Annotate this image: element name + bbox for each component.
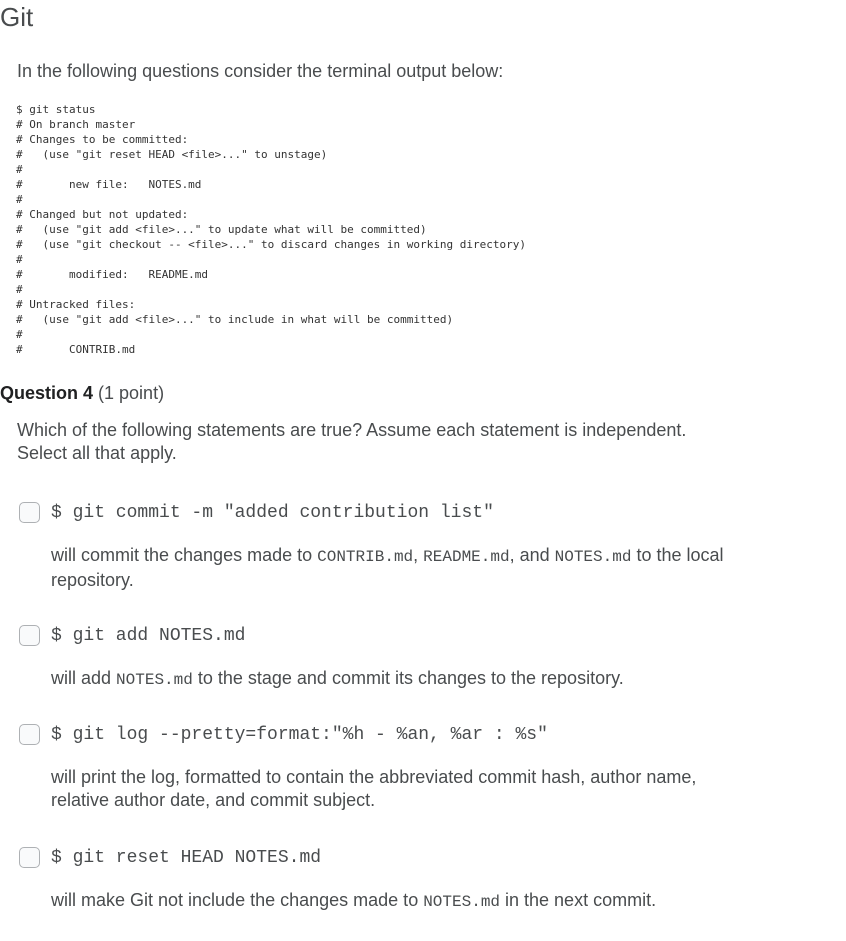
choice-3-command: $ git log --pretty=format:"%h - %an, %ar : %s"	[51, 725, 548, 745]
page-title: Git	[0, 2, 34, 32]
question-heading	[0, 381, 164, 405]
desc-text: will add	[51, 668, 117, 688]
desc-code: NOTES.md	[554, 548, 632, 566]
choice-3-description	[51, 766, 741, 812]
desc-text: to the stage and commit its changes to the repository.	[192, 668, 624, 688]
choice-1-checkbox[interactable]	[19, 502, 40, 523]
choice-2-command: $ git add NOTES.md	[51, 626, 246, 646]
desc-text: to the local repository.	[51, 545, 724, 590]
question-prompt-line: Select all that apply.	[17, 443, 177, 463]
desc-text: ,	[413, 545, 424, 565]
choice-1-description	[51, 544, 741, 592]
choice-4-command: $ git reset HEAD NOTES.md	[51, 848, 322, 868]
question-prompt	[17, 419, 777, 465]
choice-2-description	[51, 667, 741, 692]
choice-4-checkbox[interactable]	[19, 847, 40, 868]
desc-text: , and	[509, 545, 555, 565]
choice-1-command: $ git commit -m "added contribution list"	[51, 503, 494, 523]
desc-code: CONTRIB.md	[317, 548, 414, 566]
desc-code: README.md	[423, 548, 510, 566]
desc-code: NOTES.md	[116, 671, 193, 689]
desc-text: will print the log, formatted to contain the abbreviated commit hash, author name, relative author date, and commit subject.	[51, 767, 697, 810]
choice-3-checkbox[interactable]	[19, 724, 40, 745]
desc-text: in the next commit.	[500, 890, 657, 910]
question-points: (1 point)	[98, 383, 165, 403]
question-prompt-line: Which of the following statements are true? Assume each statement is independent.	[17, 420, 687, 440]
choice-4-description	[51, 889, 741, 914]
choice-2-checkbox[interactable]	[19, 625, 40, 646]
terminal-output: $ git status # On branch master # Changes to be committed: # (use "git reset HEAD <file>..." to unstage) # # new file: NOTES.md # # Changed but not updated: # (use "git add <file>..." to update what will be committed) # (use "git checkout -- <file>..." to discard changes in working directory) # # modified: README.md # # Untracked files: # (use "git add <file>..." to include in what will be committed) # # CONTRIB.md	[16, 103, 526, 356]
desc-code: NOTES.md	[423, 893, 501, 911]
question-name: Question 4	[0, 383, 94, 403]
desc-text: will commit the changes made to	[51, 545, 318, 565]
intro-text: In the following questions consider the terminal output below:	[17, 61, 504, 81]
desc-text: will make Git not include the changes made to	[51, 890, 424, 910]
